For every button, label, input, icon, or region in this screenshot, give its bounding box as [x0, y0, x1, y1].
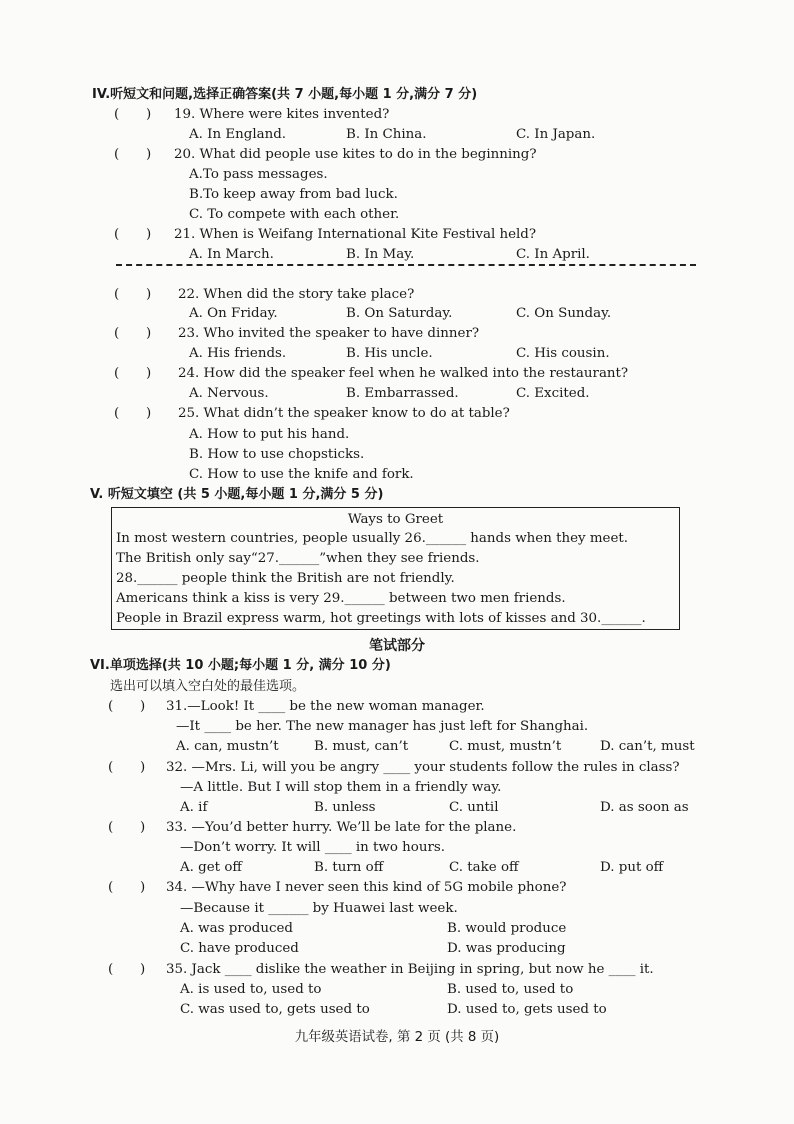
question-20: 20. What did people use kites to do in the beginning? — [174, 147, 537, 162]
q31-option-d: D. can’t, must — [600, 739, 695, 754]
q21-option-c: C. In April. — [516, 247, 590, 262]
q32-option-d: D. as soon as — [600, 800, 689, 815]
answer-bracket-23[interactable]: ( ) — [114, 326, 152, 341]
section-6-heading: VI.单项选择(共 10 小题;每小题 1 分, 满分 10 分) — [90, 658, 391, 673]
q23-option-b: B. His uncle. — [346, 346, 433, 361]
q34-option-a: A. was produced — [180, 921, 293, 936]
q20-option-b: B.To keep away from bad luck. — [189, 187, 398, 202]
question-32-line1: 32. —Mrs. Li, will you be angry ____ your students follow the rules in class? — [166, 760, 680, 775]
q33-option-a: A. get off — [180, 860, 242, 875]
q21-option-a: A. In March. — [189, 247, 274, 262]
q35-option-d: D. used to, gets used to — [447, 1002, 607, 1017]
question-31-line2: —It ____ be her. The new manager has just left for Shanghai. — [176, 719, 589, 734]
q31-option-c: C. must, mustn’t — [449, 739, 562, 754]
blank-line-30[interactable]: People in Brazil express warm, hot greetings with lots of kisses and 30.______. — [116, 611, 646, 626]
question-23: 23. Who invited the speaker to have dinner? — [178, 326, 480, 341]
answer-bracket-35[interactable]: ( ) — [108, 962, 146, 977]
written-part-title: 笔试部分 — [369, 638, 425, 654]
q22-option-c: C. On Sunday. — [516, 306, 612, 321]
section-6-instruction: 选出可以填入空白处的最佳选项。 — [110, 679, 306, 694]
q21-option-b: B. In May. — [346, 247, 415, 262]
question-21: 21. When is Weifang International Kite Festival held? — [174, 227, 537, 242]
q35-option-b: B. used to, used to — [447, 982, 574, 997]
answer-bracket-32[interactable]: ( ) — [108, 760, 146, 775]
question-31-line1: 31.—Look! It ____ be the new woman manager. — [166, 699, 485, 714]
q32-option-a: A. if — [180, 800, 208, 815]
q25-option-a: A. How to put his hand. — [189, 427, 350, 442]
answer-bracket-21[interactable]: ( ) — [114, 227, 152, 242]
q35-option-a: A. is used to, used to — [180, 982, 322, 997]
q19-option-b: B. In China. — [346, 127, 427, 142]
page-footer: 九年级英语试卷, 第 2 页 (共 8 页) — [294, 1030, 500, 1045]
question-34-line1: 34. —Why have I never seen this kind of 5G mobile phone? — [166, 880, 567, 895]
q33-option-b: B. turn off — [314, 860, 384, 875]
blank-line-27[interactable]: The British only say“27.______”when they see friends. — [116, 551, 480, 566]
answer-bracket-25[interactable]: ( ) — [114, 406, 152, 421]
question-19: 19. Where were kites invented? — [174, 107, 390, 122]
dashed-divider — [116, 264, 696, 266]
question-33-line1: 33. —You’d better hurry. We’ll be late for the plane. — [166, 820, 517, 835]
q20-option-c: C. To compete with each other. — [189, 207, 400, 222]
answer-bracket-31[interactable]: ( ) — [108, 699, 146, 714]
q24-option-a: A. Nervous. — [189, 386, 269, 401]
q22-option-a: A. On Friday. — [189, 306, 278, 321]
section-4-heading: IV.听短文和问题,选择正确答案(共 7 小题,每小题 1 分,满分 7 分) — [92, 87, 478, 102]
question-33-line2: —Don’t worry. It will ____ in two hours. — [180, 840, 446, 855]
q34-option-b: B. would produce — [447, 921, 567, 936]
question-22: 22. When did the story take place? — [178, 287, 415, 302]
q33-option-c: C. take off — [449, 860, 519, 875]
q25-option-c: C. How to use the knife and fork. — [189, 467, 414, 482]
answer-bracket-19[interactable]: ( ) — [114, 107, 152, 122]
fill-in-table — [111, 507, 680, 630]
q34-option-d: D. was producing — [447, 941, 566, 956]
blank-line-26[interactable]: In most western countries, people usually 26.______ hands when they meet. — [116, 531, 629, 546]
q32-option-b: B. unless — [314, 800, 376, 815]
q25-option-b: B. How to use chopsticks. — [189, 447, 365, 462]
section-5-heading: V. 听短文填空 (共 5 小题,每小题 1 分,满分 5 分) — [90, 487, 384, 502]
q31-option-b: B. must, can’t — [314, 739, 409, 754]
answer-bracket-22[interactable]: ( ) — [114, 287, 152, 302]
q19-option-a: A. In England. — [189, 127, 287, 142]
blank-line-28[interactable]: 28.______ people think the British are not friendly. — [116, 571, 455, 586]
q19-option-c: C. In Japan. — [516, 127, 596, 142]
q31-option-a: A. can, mustn’t — [176, 739, 279, 754]
q22-option-b: B. On Saturday. — [346, 306, 453, 321]
table-title: Ways to Greet — [347, 512, 444, 527]
answer-bracket-34[interactable]: ( ) — [108, 880, 146, 895]
answer-bracket-33[interactable]: ( ) — [108, 820, 146, 835]
q24-option-b: B. Embarrassed. — [346, 386, 459, 401]
q23-option-a: A. His friends. — [189, 346, 287, 361]
question-34-line2: —Because it ______ by Huawei last week. — [180, 901, 458, 916]
q34-option-c: C. have produced — [180, 941, 299, 956]
q35-option-c: C. was used to, gets used to — [180, 1002, 370, 1017]
answer-bracket-20[interactable]: ( ) — [114, 147, 152, 162]
blank-line-29[interactable]: Americans think a kiss is very 29.______ between two men friends. — [116, 591, 566, 606]
answer-bracket-24[interactable]: ( ) — [114, 366, 152, 381]
q20-option-a: A.To pass messages. — [189, 167, 328, 182]
question-35-line1: 35. Jack ____ dislike the weather in Beijing in spring, but now he ____ it. — [166, 962, 654, 977]
q33-option-d: D. put off — [600, 860, 664, 875]
q23-option-c: C. His cousin. — [516, 346, 610, 361]
question-32-line2: —A little. But I will stop them in a friendly way. — [180, 780, 502, 795]
q24-option-c: C. Excited. — [516, 386, 590, 401]
q32-option-c: C. until — [449, 800, 499, 815]
question-24: 24. How did the speaker feel when he walked into the restaurant? — [178, 366, 629, 381]
question-25: 25. What didn’t the speaker know to do at table? — [178, 406, 510, 421]
